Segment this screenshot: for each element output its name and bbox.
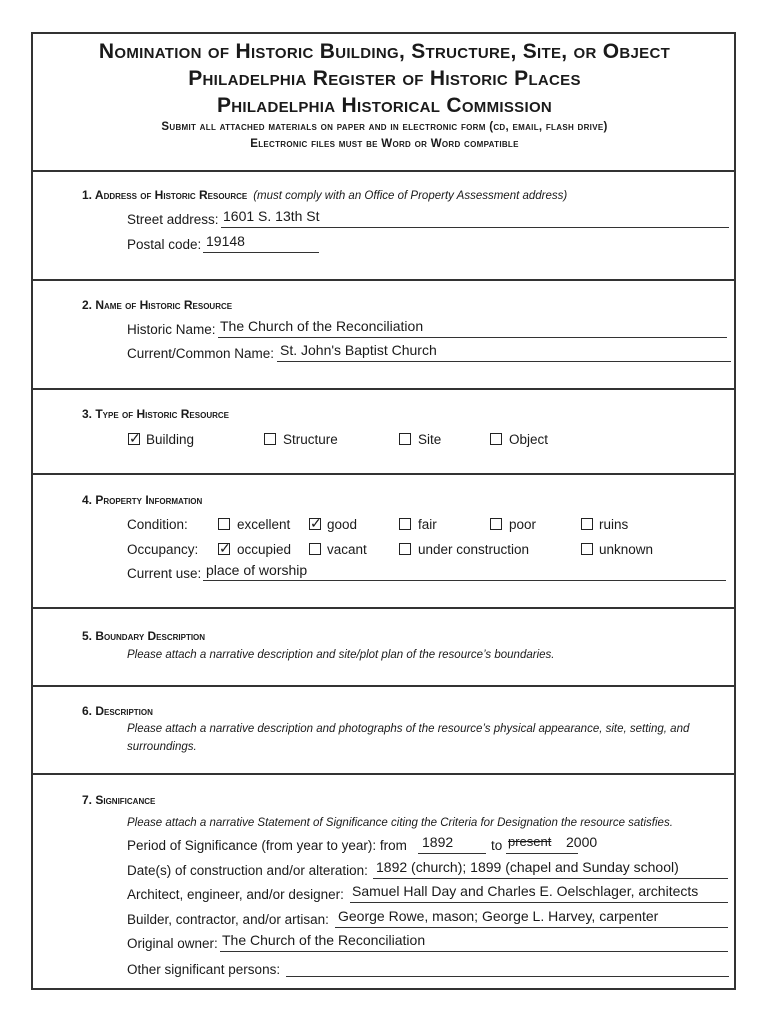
section-4-heading: 4. Property Information [82, 493, 203, 507]
original-owner-field[interactable] [220, 951, 728, 952]
section-divider [33, 279, 736, 281]
object-label: Object [509, 432, 549, 447]
postal-code-value: 19148 [206, 233, 245, 249]
occupied-checkbox[interactable] [218, 540, 231, 556]
period-to-label: to [491, 838, 503, 853]
section-divider [33, 388, 736, 390]
building-label: Building [146, 432, 195, 447]
ruins-checkbox[interactable] [581, 518, 593, 530]
historic-name-field[interactable] [218, 337, 727, 338]
section-divider [33, 607, 736, 609]
good-label: good [327, 517, 358, 532]
section-1-heading: 1. Address of Historic Resource (must comply with an Office of Property Assessment address) [82, 188, 568, 202]
period-from-value: 1892 [422, 834, 454, 850]
postal-code-field[interactable] [203, 252, 319, 253]
occupied-label: occupied [237, 542, 292, 557]
section-divider [33, 773, 736, 775]
structure-label: Structure [283, 432, 338, 447]
fair-label: fair [418, 517, 437, 532]
fair-checkbox[interactable] [399, 518, 411, 530]
checkmark-icon: ✓ [219, 540, 231, 556]
object-checkbox[interactable] [490, 433, 502, 445]
street-address-field[interactable] [221, 227, 729, 228]
section-7-heading: 7. Significance [82, 793, 156, 807]
section-5-heading: 5. Boundary Description [82, 629, 206, 643]
construction-dates-field[interactable] [373, 878, 728, 879]
excellent-label: excellent [237, 517, 291, 532]
file-format-instruction: Electronic files must be Word or Word compatible [250, 138, 519, 150]
significance-instructions: Please attach a narrative Statement of Significance citing the Criteria for Designation the resource satisfies. [127, 817, 673, 829]
occupancy-label: Occupancy: [127, 542, 199, 557]
condition-label: Condition: [127, 517, 188, 532]
period-label: Period of Significance (from year to year): from [127, 838, 407, 853]
period-to-value: 2000 [566, 834, 598, 850]
commission-title: Philadelphia Historical Commission [216, 94, 553, 117]
building-checkbox[interactable] [128, 430, 141, 446]
other-persons-label: Other significant persons: [127, 962, 281, 977]
section-3-heading: 3. Type of Historic Resource [82, 407, 229, 421]
construction-dates-value: 1892 (church); 1899 (chapel and Sunday school) [376, 859, 679, 875]
original-owner-label: Original owner: [127, 936, 218, 951]
architect-value: Samuel Hall Day and Charles E. Oelschlager, architects [352, 883, 699, 899]
site-checkbox[interactable] [399, 433, 411, 445]
checkmark-icon: ✓ [310, 515, 322, 531]
common-name-field[interactable] [277, 361, 731, 362]
current-use-value: place of worship [206, 562, 308, 578]
excellent-checkbox[interactable] [218, 518, 230, 530]
register-title: Philadelphia Register of Historic Places [188, 67, 581, 90]
architect-field[interactable] [350, 902, 728, 903]
builder-field[interactable] [335, 927, 728, 928]
builder-label: Builder, contractor, and/or artisan: [127, 912, 329, 927]
vacant-label: vacant [327, 542, 367, 557]
current-use-label: Current use: [127, 566, 202, 581]
original-owner-value: The Church of the Reconciliation [222, 932, 426, 948]
section-divider [33, 473, 736, 475]
boundary-instructions: Please attach a narrative description and site/plot plan of the resource’s boundaries. [127, 649, 555, 661]
street-address-label: Street address: [127, 212, 219, 227]
period-from-field[interactable] [418, 853, 486, 854]
good-checkbox[interactable] [309, 515, 322, 531]
architect-label: Architect, engineer, and/or designer: [127, 887, 344, 902]
submission-instruction: Submit all attached materials on paper and in electronic form (cd, email, flash drive) [161, 121, 608, 133]
common-name-value: St. John's Baptist Church [280, 342, 437, 358]
vacant-checkbox[interactable] [309, 543, 321, 555]
under-construction-checkbox[interactable] [399, 543, 411, 555]
site-label: Site [418, 432, 442, 447]
unknown-checkbox[interactable] [581, 543, 593, 555]
street-address-value: 1601 S. 13th St [223, 208, 320, 224]
common-name-label: Current/Common Name: [127, 346, 275, 361]
poor-label: poor [509, 517, 537, 532]
historic-name-label: Historic Name: [127, 322, 216, 337]
section-divider [33, 685, 736, 687]
other-persons-field[interactable] [286, 976, 729, 977]
postal-code-label: Postal code: [127, 237, 202, 252]
construction-dates-label: Date(s) of construction and/or alteration: [127, 863, 368, 878]
form-title: Nomination of Historic Building, Structure, Site, or Object [98, 40, 671, 63]
structure-checkbox[interactable] [264, 433, 276, 445]
checkmark-icon: ✓ [129, 430, 141, 446]
section-1-note: (must comply with an Office of Property Assessment address) [253, 190, 568, 202]
period-to-struck: present [508, 834, 552, 849]
current-use-field[interactable] [203, 580, 726, 581]
poor-checkbox[interactable] [490, 518, 502, 530]
under-construction-label: under construction [418, 542, 530, 557]
builder-value: George Rowe, mason; George L. Harvey, carpenter [338, 908, 659, 924]
period-to-field[interactable] [506, 853, 578, 854]
section-divider [33, 170, 736, 172]
historic-name-value: The Church of the Reconciliation [220, 318, 424, 334]
description-instructions: Please attach a narrative description and photographs of the resource’s physical appearance, site, setting, and surroundings. [127, 723, 690, 753]
ruins-label: ruins [599, 517, 629, 532]
unknown-label: unknown [599, 542, 654, 557]
section-2-heading: 2. Name of Historic Resource [82, 298, 233, 312]
section-6-heading: 6. Description [82, 704, 153, 718]
